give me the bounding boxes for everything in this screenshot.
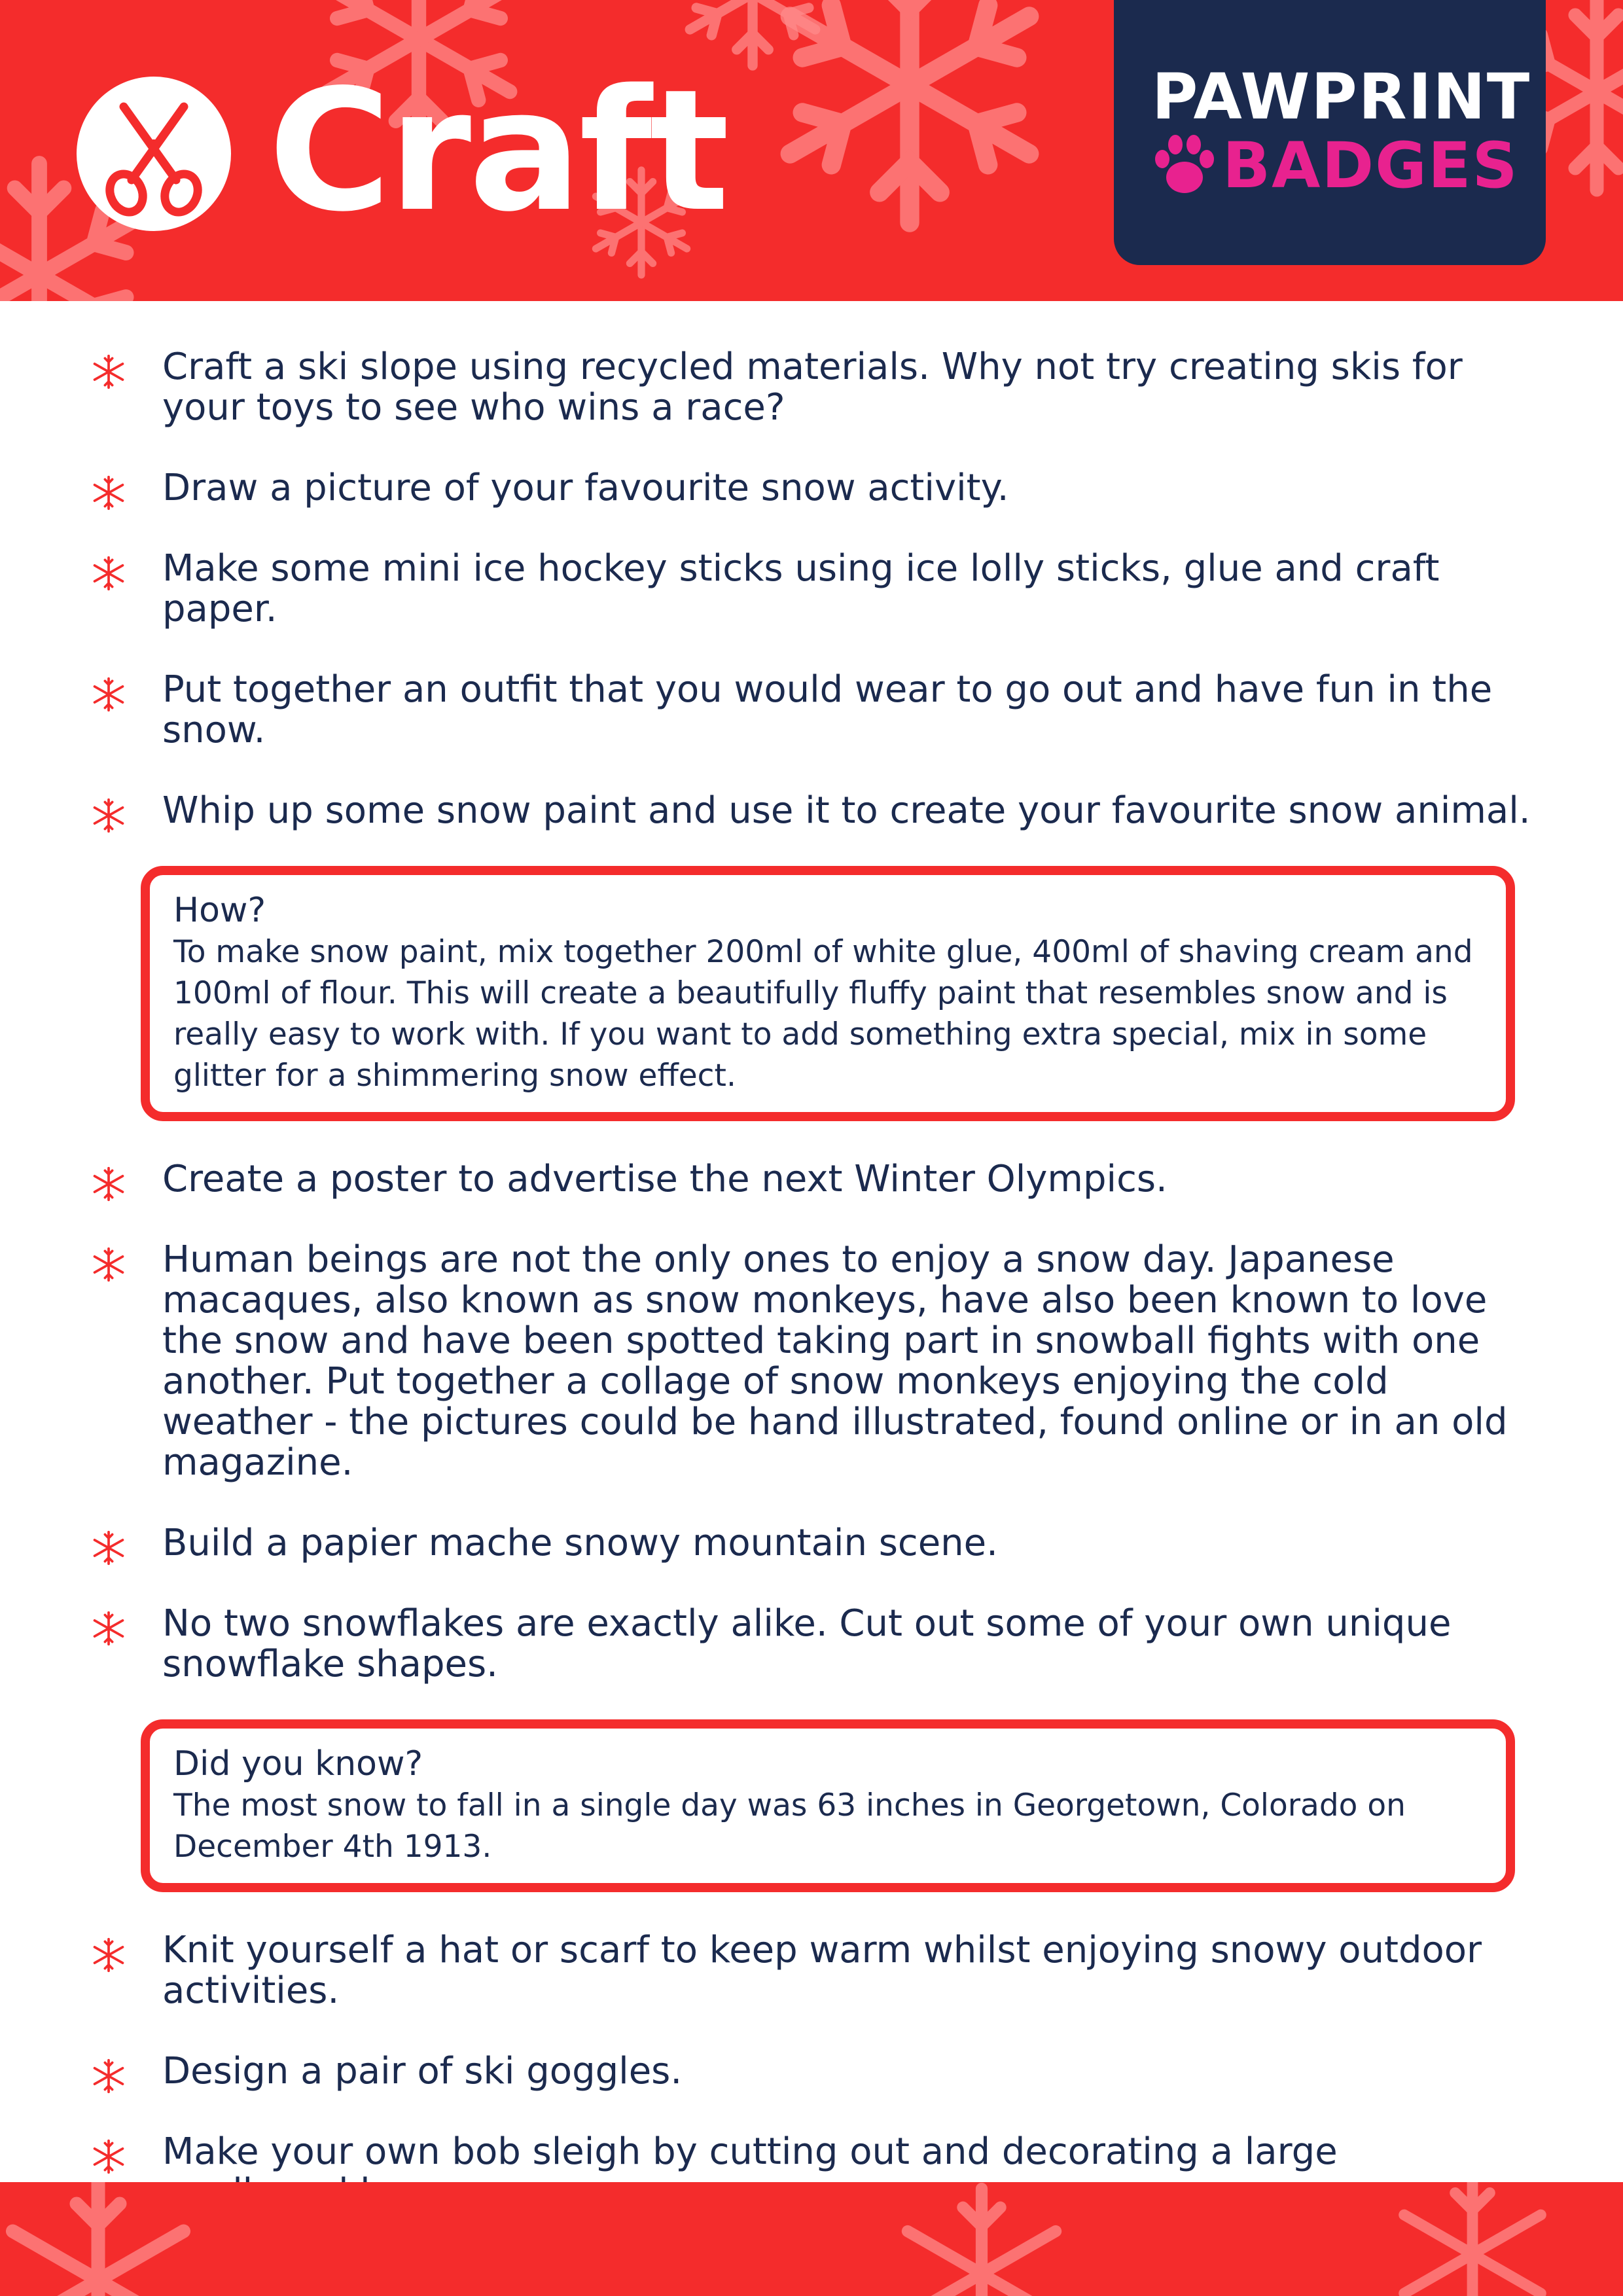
item-text: Knit yourself a hat or scarf to keep warm whilst enjoying snowy outdoor activities. [162, 1929, 1482, 2012]
list-item [0, 1240, 1623, 1483]
list-item [0, 1159, 1623, 1200]
logo-line-badges: BADGES [1222, 129, 1519, 202]
item-text: Human beings are not the only ones to enjoy a snow day. Japanese macaques, also known as snow monkeys, have also been known to love the snow and have been spotted taking part in snowball fights with one another. Put together a collage of snow monkeys enjoying the cold weather - the pictures could be hand illustrated, found online or in an old magazine. [162, 1238, 1508, 1484]
did-you-know-body: The most snow to fall in a single day was 63 inches in Georgetown, Colorado on December 4th 1913. [173, 1787, 1406, 1865]
list-item [0, 1604, 1623, 1685]
list-item [0, 548, 1623, 630]
snowflake-icon [90, 1166, 127, 1202]
snowflake-icon [90, 555, 127, 592]
snowflake-icon [90, 353, 127, 390]
list-item [0, 670, 1623, 751]
how-box [141, 866, 1515, 1121]
item-text: Make your own bob sleigh by cutting out and decorating a large [162, 2130, 1338, 2173]
item-text: Draw a picture of your favourite snow activity. [162, 467, 1009, 509]
pawprint-badges-logo [1114, 0, 1546, 265]
header-banner [0, 0, 1623, 301]
paw-icon [1152, 133, 1217, 198]
snowflake-icon [90, 676, 127, 713]
logo-line-pawprint: PAWPRINT [1152, 60, 1531, 134]
scissors-icon [77, 77, 231, 231]
snowflake-icon [90, 1246, 127, 1283]
page-title: Craft [268, 54, 727, 249]
item-text: Whip up some snow paint and use it to create your favourite snow animal. [162, 789, 1531, 832]
snowflake-icon [90, 1530, 127, 1566]
snowflake-icon [90, 797, 127, 834]
footer-banner [0, 2182, 1623, 2296]
did-you-know-box [141, 1719, 1515, 1892]
how-box-body: To make snow paint, mix together 200ml of white glue, 400ml of shaving cream and 100ml of flour. This will create a beautifully fluffy paint that resembles snow and is really easy to work with. If you want to add something extra special, mix in some glitter for a shimmering snow effect. [173, 934, 1473, 1094]
item-text: Create a poster to advertise the next Winter Olympics. [162, 1158, 1168, 1200]
item-text: Design a pair of ski goggles. [162, 2050, 683, 2092]
list-item [0, 1930, 1623, 2011]
item-text: Make some mini ice hockey sticks using ice lolly sticks, glue and craft paper. [162, 547, 1440, 630]
list-item [0, 347, 1623, 428]
item-text: Build a papier mache snowy mountain scene. [162, 1522, 998, 1564]
snowflake-pattern-icon [0, 2182, 1623, 2296]
list-item [0, 468, 1623, 509]
snowflake-icon [90, 2138, 127, 2175]
snowflake-icon [90, 1937, 127, 1973]
snowflake-icon [90, 1610, 127, 1647]
did-you-know-title: Did you know? [173, 1744, 423, 1784]
activity-list [0, 347, 1623, 2253]
list-item [0, 1523, 1623, 1564]
list-item [0, 2051, 1623, 2092]
snowflake-icon [90, 475, 127, 511]
snowflake-icon [90, 2058, 127, 2094]
item-text: Craft a ski slope using recycled materials. Why not try creating skis for your toys to see who wins a race? [162, 346, 1463, 429]
how-box-title: How? [173, 891, 266, 930]
item-text: Put together an outfit that you would wear to go out and have fun in the snow. [162, 668, 1493, 751]
list-item [0, 791, 1623, 831]
craft-badge [77, 77, 231, 231]
item-text: No two snowflakes are exactly alike. Cut out some of your own unique snowflake shapes. [162, 1602, 1452, 1685]
